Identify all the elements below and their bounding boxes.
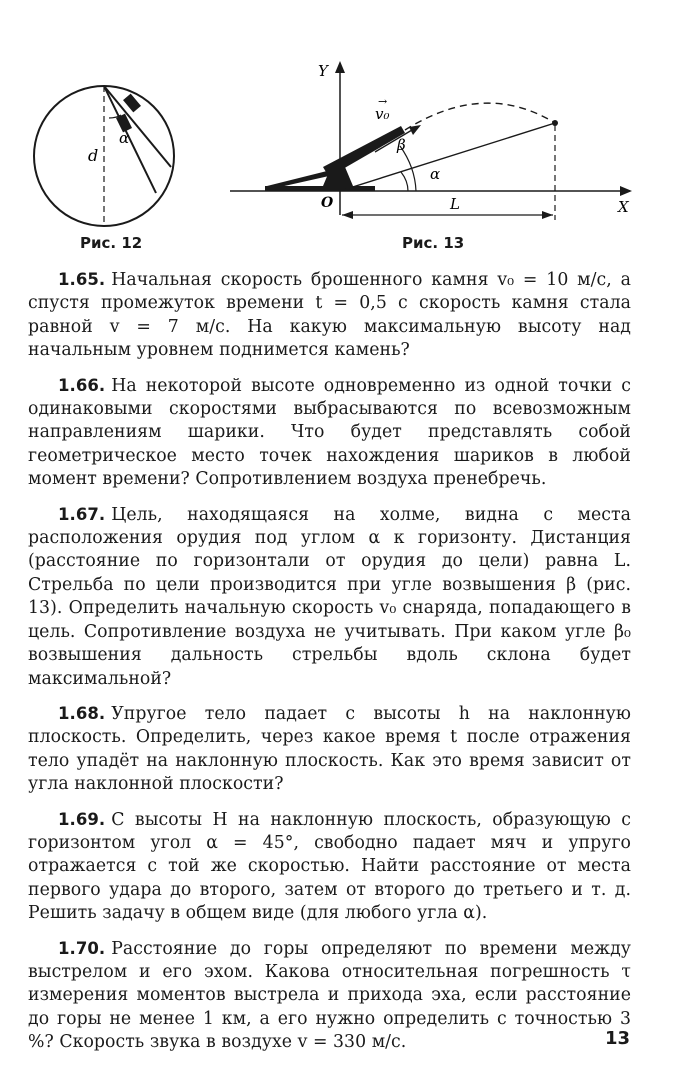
problem-list <box>28 268 631 1066</box>
problem-number: 1.68. <box>58 703 106 723</box>
page-number: 13 <box>604 1028 630 1049</box>
problem-number: 1.66. <box>58 375 106 395</box>
y-axis-arrow <box>335 61 345 73</box>
problem-paragraph <box>28 702 631 797</box>
problem-1-68 <box>28 702 631 797</box>
problem-number: 1.69. <box>58 809 106 829</box>
problem-text: Начальная скорость брошенного камня v₀ = 10 м/с, а спустя промежуток времени t = 0,5 с скорость камня стала равной v = 7 м/с. На какую максимальную высоту над начальным уровнем поднимется камень? <box>28 270 631 361</box>
problem-1-69 <box>28 808 631 926</box>
alpha-label: α <box>119 129 130 147</box>
trajectory <box>405 103 555 130</box>
ground <box>265 186 375 191</box>
problem-number: 1.65. <box>58 270 106 289</box>
problem-1-65 <box>28 268 631 363</box>
problem-text: На некоторой высоте одновременно из одной точки с одинаковыми скоростями выбрасываются по всевозможным направлениям шарики. Что будет представлять собой геометрическое место точек нахождения шариков в любой момент времени? Сопротивлением воздуха пренебречь. <box>28 375 631 490</box>
v0-overarrow: → <box>378 95 388 108</box>
problem-1-66 <box>28 374 631 492</box>
problem-paragraph <box>28 268 631 363</box>
l-label: L <box>450 195 460 213</box>
v0-label: v₀ <box>375 105 390 123</box>
problem-text: Цель, находящаяся на холме, видна с места расположения орудия под углом α к горизонту. Дистанция (расстояние по горизонтали от орудия до цели) равна L. Стрельба по цели производится при угле возвышения β (рис. 13). Определить начальную скорость v₀ снаряда, попадающего в цель. Сопротивление воздуха не учитывать. При каком угле β₀ возвышения дальность стрельбы вдоль склона будет максимальной? <box>28 504 631 689</box>
o-label: O <box>321 195 334 211</box>
problem-paragraph <box>28 374 631 492</box>
l-arrow-right <box>542 211 553 219</box>
d-label: d <box>88 146 99 165</box>
x-axis-arrow <box>620 186 632 196</box>
figure-13-diagram <box>225 55 645 252</box>
problem-1-70 <box>28 937 631 1055</box>
problem-text: Расстояние до горы определяют по времени между выстрелом и его эхом. Какова относительная погрешность τ измерения моментов выстрела и прихода эха, если расстояние до горы не менее 1 км, а его нужно определить с точностью 3 %? Скорость звука в воздухе v = 330 м/с. <box>28 938 631 1053</box>
sight-line <box>340 123 555 191</box>
problem-number: 1.67. <box>58 504 106 524</box>
x-label: X <box>618 198 629 216</box>
problem-text: Упругое тело падает с высоты h на наклонную плоскость. Определить, через какое время t после отражения тело упадёт на наклонную плоскость. Как это время зависит от угла наклонной плоскости? <box>28 703 631 795</box>
alpha-arc <box>401 172 408 191</box>
problem-text: С высоты H на наклонную плоскость, образующую с горизонтом угол α = 45°, свободно падает мяч и упруго отражается с той же скоростью. Найти расстояние от места первого удара до второго, затем от второго до третьего и т. д. Решить задачу в общем виде (для любого угла α). <box>28 809 631 924</box>
problem-paragraph <box>28 937 631 1055</box>
problem-paragraph <box>28 808 631 926</box>
alpha-label: α <box>430 165 441 183</box>
y-label: Y <box>318 62 328 80</box>
problem-number: 1.70. <box>58 938 106 958</box>
figure-12-diagram <box>28 60 198 252</box>
bead-upper <box>123 94 141 113</box>
problem-1-67 <box>28 503 631 691</box>
beta-label: β <box>397 136 406 154</box>
figure-12-caption: Рис. 12 <box>80 234 143 252</box>
figure-13-caption: Рис. 13 <box>402 234 465 252</box>
problem-paragraph <box>28 503 631 691</box>
l-arrow-left <box>342 211 353 219</box>
